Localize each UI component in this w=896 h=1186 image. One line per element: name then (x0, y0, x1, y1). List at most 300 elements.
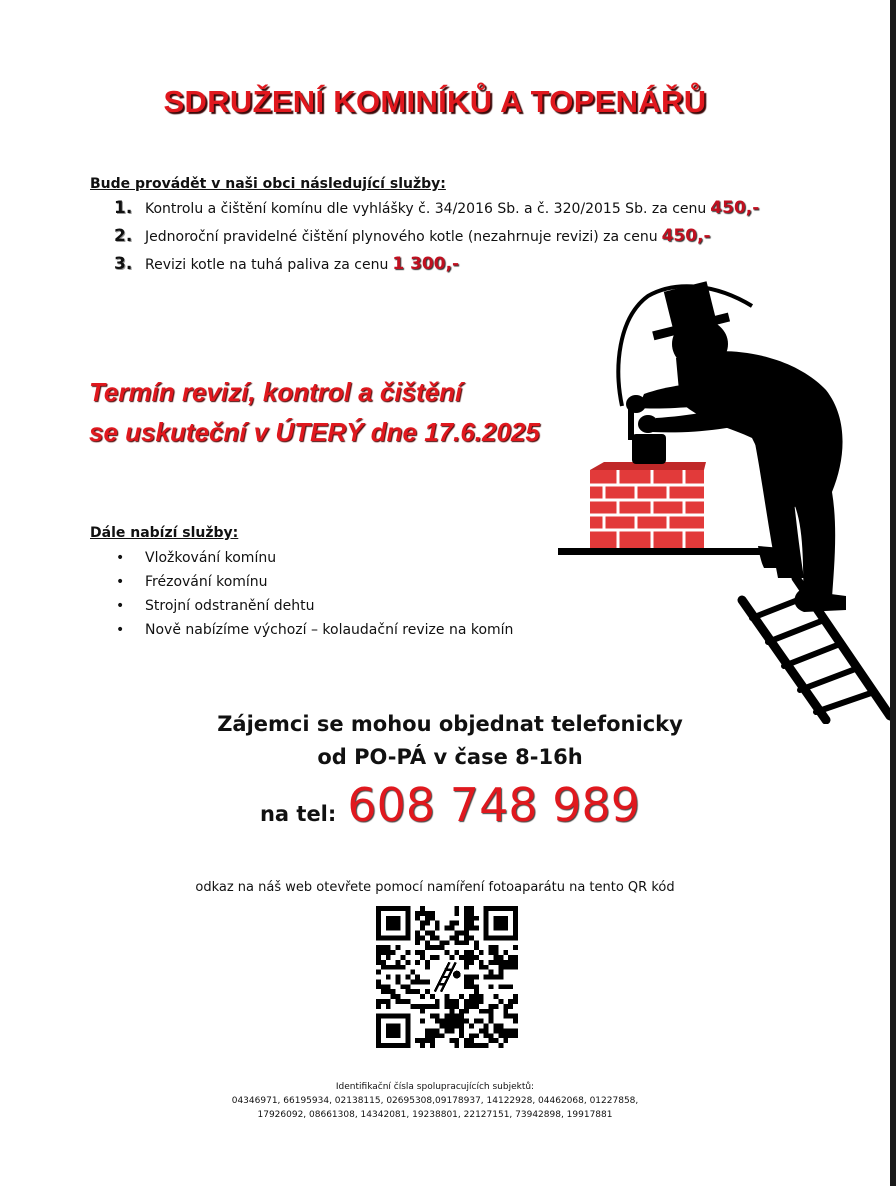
qr-module (381, 999, 386, 1004)
qr-module (415, 911, 420, 916)
qr-module (449, 1019, 454, 1024)
qr-module (449, 1028, 454, 1033)
qr-module (405, 984, 410, 989)
qr-module (498, 960, 503, 965)
qr-module (464, 1004, 469, 1009)
qr-module (474, 1033, 479, 1038)
qr-module (425, 911, 430, 916)
qr-module (454, 1043, 459, 1048)
qr-module (449, 1009, 454, 1014)
qr-module (469, 916, 474, 921)
extra-service-text: Nově nabízíme výchozí – kolaudační revize na komín (145, 622, 514, 638)
qr-module (449, 1038, 454, 1043)
qr-module (469, 955, 474, 960)
qr-module (435, 955, 440, 960)
qr-module (464, 950, 469, 955)
service-price: 450,- (661, 226, 711, 246)
item-number: 3. (114, 254, 133, 274)
term-announcement (89, 372, 540, 452)
qr-module (459, 1033, 464, 1038)
qr-module (469, 1038, 474, 1043)
qr-module (415, 950, 420, 955)
qr-module (494, 1004, 499, 1009)
qr-module (474, 1019, 479, 1024)
qr-module (435, 921, 440, 926)
qr-module (415, 935, 420, 940)
qr-module (396, 965, 401, 970)
ident-line-2: 17926092, 08661308, 14342081, 19238801, 22127151, 73942898, 19917881 (257, 1110, 613, 1120)
qr-module (445, 950, 450, 955)
qr-module (469, 921, 474, 926)
order-info (0, 708, 896, 774)
qr-module (449, 921, 454, 926)
list-item (114, 198, 759, 226)
qr-module (445, 999, 450, 1004)
qr-module (415, 940, 420, 945)
qr-module (469, 1024, 474, 1029)
qr-module (454, 911, 459, 916)
qr-module (415, 979, 420, 984)
extra-service-text: Vložkování komínu (145, 550, 277, 566)
qr-module (376, 960, 381, 965)
qr-module (469, 1033, 474, 1038)
qr-module (479, 965, 484, 970)
qr-module (484, 1024, 489, 1029)
qr-module (410, 970, 415, 975)
qr-module (464, 984, 469, 989)
qr-module (459, 1028, 464, 1033)
phone-label: na tel: (259, 802, 337, 826)
qr-module (464, 999, 469, 1004)
qr-module (420, 1038, 425, 1043)
qr-module (396, 999, 401, 1004)
qr-module (430, 994, 435, 999)
qr-module (498, 965, 503, 970)
qr-module (464, 975, 469, 980)
qr-module (440, 1033, 445, 1038)
qr-module (464, 955, 469, 960)
qr-module (474, 989, 479, 994)
qr-module (430, 911, 435, 916)
qr-module (410, 1004, 415, 1009)
chimney-sweep-illustration (556, 278, 890, 724)
qr-module (410, 979, 415, 984)
qr-module (474, 975, 479, 980)
qr-module (391, 950, 396, 955)
roof-ledge (558, 548, 778, 555)
qr-module (391, 994, 396, 999)
qr-module (469, 1004, 474, 1009)
qr-module (381, 945, 386, 950)
qr-module (396, 979, 401, 984)
service-price: 1 300,- (392, 254, 460, 274)
qr-module (381, 965, 386, 970)
qr-module (430, 945, 435, 950)
qr-module (430, 935, 435, 940)
qr-module (415, 1038, 420, 1043)
qr-module (498, 955, 503, 960)
ident-heading: Identifikační čísla spolupracujících subjektů: (335, 1082, 535, 1092)
qr-module (430, 1014, 435, 1019)
qr-module (425, 979, 430, 984)
qr-module (430, 930, 435, 935)
qr-module (425, 989, 430, 994)
qr-module (459, 1019, 464, 1024)
qr-module (435, 926, 440, 931)
qr-module (435, 1004, 440, 1009)
qr-module (484, 1009, 489, 1014)
qr-module (489, 960, 494, 965)
qr-module (454, 1019, 459, 1024)
qr-module (425, 965, 430, 970)
qr-module (440, 940, 445, 945)
qr-module (498, 975, 503, 980)
qr-module (386, 975, 391, 980)
phone-block (0, 778, 896, 832)
qr-module (440, 1019, 445, 1024)
qr-module (464, 935, 469, 940)
qr-module (484, 1028, 489, 1033)
qr-module (498, 1028, 503, 1033)
qr-module (513, 1033, 518, 1038)
qr-module (396, 945, 401, 950)
services-list (114, 198, 759, 282)
qr-module (464, 916, 469, 921)
qr-module (464, 921, 469, 926)
qr-module (454, 935, 459, 940)
qr-module (420, 994, 425, 999)
qr-module (464, 911, 469, 916)
qr-module (464, 1009, 469, 1014)
ident-line-1: 04346971, 66195934, 02138115, 02695308,09178937, 14122928, 04462068, 01227858, (231, 1096, 639, 1106)
qr-module (459, 1014, 464, 1019)
qr-module (494, 1028, 499, 1033)
qr-module (474, 984, 479, 989)
qr-module (386, 989, 391, 994)
qr-module (513, 994, 518, 999)
qr-module (415, 930, 420, 935)
qr-module (405, 999, 410, 1004)
qr-module (405, 975, 410, 980)
qr-module (420, 935, 425, 940)
qr-module (425, 945, 430, 950)
qr-module (508, 1004, 513, 1009)
qr-module (479, 1019, 484, 1024)
qr-module (376, 950, 381, 955)
qr-module (459, 955, 464, 960)
phone-number: 608 748 989 (347, 778, 641, 832)
qr-module (415, 1004, 420, 1009)
qr-module (386, 950, 391, 955)
qr-module (498, 999, 503, 1004)
qr-module (435, 1014, 440, 1019)
qr-module (435, 945, 440, 950)
qr-module (508, 965, 513, 970)
qr-module (449, 1014, 454, 1019)
qr-module (459, 1024, 464, 1029)
qr-module (435, 1033, 440, 1038)
qr-module (454, 940, 459, 945)
qr-module (484, 1043, 489, 1048)
qr-module (445, 940, 450, 945)
service-price: 450,- (710, 198, 760, 218)
qr-module (381, 950, 386, 955)
qr-module (376, 979, 381, 984)
qr-module (474, 1043, 479, 1048)
qr-module (503, 1033, 508, 1038)
qr-module (464, 940, 469, 945)
qr-module (513, 1028, 518, 1033)
qr-module (459, 994, 464, 999)
qr-module (464, 906, 469, 911)
qr-module (430, 1043, 435, 1048)
qr-module (435, 935, 440, 940)
qr-module (400, 984, 405, 989)
qr-module (435, 999, 440, 1004)
qr-module (391, 989, 396, 994)
qr-module (430, 1038, 435, 1043)
chimney-sweep-icon (618, 281, 846, 612)
qr-module (449, 999, 454, 1004)
qr-module (479, 1043, 484, 1048)
qr-module (376, 1004, 381, 1009)
qr-module (498, 984, 503, 989)
qr-module (494, 975, 499, 980)
extra-service-text: Frézování komínu (145, 574, 268, 590)
qr-module (415, 975, 420, 980)
qr-module (376, 970, 381, 975)
qr-module (489, 945, 494, 950)
qr-module (425, 921, 430, 926)
qr-module (498, 970, 503, 975)
qr-module (425, 1033, 430, 1038)
qr-module (503, 1014, 508, 1019)
qr-module (469, 960, 474, 965)
qr-module (454, 1038, 459, 1043)
qr-module (489, 1019, 494, 1024)
qr-module (494, 960, 499, 965)
services-heading: Bude provádět v naši obci následující služby: (90, 176, 446, 192)
qr-module (494, 994, 499, 999)
identification-numbers (0, 1080, 870, 1122)
qr-module (498, 1024, 503, 1029)
qr-module (464, 930, 469, 935)
qr-module (400, 965, 405, 970)
qr-module (459, 940, 464, 945)
page-title: SDRUŽENÍ KOMINÍKŮ A TOPENÁŘŮ (163, 84, 707, 119)
qr-module (425, 930, 430, 935)
qr-module (386, 955, 391, 960)
qr-module (479, 960, 484, 965)
qr-module (513, 1014, 518, 1019)
qr-module (494, 945, 499, 950)
qr-module (449, 1024, 454, 1029)
qr-module (405, 950, 410, 955)
qr-module (386, 999, 391, 1004)
qr-module (503, 1038, 508, 1043)
qr-module (503, 1009, 508, 1014)
qr-module (386, 1004, 391, 1009)
qr-module (449, 1004, 454, 1009)
qr-module (503, 960, 508, 965)
qr-module (415, 960, 420, 965)
qr-module (420, 955, 425, 960)
qr-module (386, 945, 391, 950)
extra-services-heading: Dále nabízí služby: (90, 525, 239, 541)
qr-module (454, 1004, 459, 1009)
qr-module (420, 1043, 425, 1048)
qr-module (513, 955, 518, 960)
qr-module (503, 1004, 508, 1009)
order-line-1: Zájemci se mohou objednat telefonicky (217, 712, 683, 736)
qr-module (484, 965, 489, 970)
qr-module (474, 955, 479, 960)
qr-module (445, 1019, 450, 1024)
qr-module (459, 930, 464, 935)
qr-module (513, 1019, 518, 1024)
qr-module (445, 1028, 450, 1033)
qr-module (479, 950, 484, 955)
qr-module (508, 960, 513, 965)
qr-module (454, 1024, 459, 1029)
extra-service-text: Strojní odstranění dehtu (145, 598, 315, 614)
page-edge (890, 0, 896, 1186)
qr-module (425, 940, 430, 945)
qr-module (469, 999, 474, 1004)
qr-module (420, 1009, 425, 1014)
qr-module (513, 960, 518, 965)
qr-module (489, 984, 494, 989)
qr-module (469, 1043, 474, 1048)
qr-module (454, 921, 459, 926)
qr-module (469, 906, 474, 911)
qr-code-icon (376, 906, 518, 1048)
qr-module (430, 1028, 435, 1033)
chimney-icon (590, 462, 706, 548)
bullet-icon: • (116, 574, 125, 590)
list-item (114, 226, 759, 254)
qr-module (469, 984, 474, 989)
qr-module (430, 1004, 435, 1009)
qr-module (464, 926, 469, 931)
list-item (116, 594, 513, 618)
term-line-2: se uskuteční v ÚTERÝ dne 17.6.2025 (89, 417, 540, 447)
qr-module (513, 965, 518, 970)
qr-module (396, 994, 401, 999)
qr-module (479, 999, 484, 1004)
qr-module (420, 926, 425, 931)
qr-module (449, 926, 454, 931)
qr-module (430, 955, 435, 960)
qr-module (410, 989, 415, 994)
qr-module (376, 999, 381, 1004)
qr-module (494, 950, 499, 955)
service-text: Jednoroční pravidelné čištění plynového kotle (nezahrnuje revizi) za cenu (145, 229, 658, 245)
qr-module (489, 1038, 494, 1043)
qr-module (474, 1004, 479, 1009)
qr-module (445, 994, 450, 999)
qr-module (400, 955, 405, 960)
qr-module (474, 999, 479, 1004)
qr-module (474, 945, 479, 950)
item-number: 2. (114, 226, 133, 246)
qr-module (489, 950, 494, 955)
qr-module (508, 1014, 513, 1019)
qr-module (445, 1004, 450, 1009)
qr-module (474, 926, 479, 931)
qr-module (464, 965, 469, 970)
qr-module (381, 984, 386, 989)
qr-module (405, 989, 410, 994)
qr-module (508, 1033, 513, 1038)
qr-module (469, 935, 474, 940)
qr-module (474, 940, 479, 945)
qr-module (454, 999, 459, 1004)
qr-module (469, 926, 474, 931)
qr-module (425, 1038, 430, 1043)
qr-module (489, 1033, 494, 1038)
qr-module (513, 999, 518, 1004)
qr-module (484, 1033, 489, 1038)
qr-module (430, 1033, 435, 1038)
order-line-2: od PO-PÁ v čase 8-16h (317, 745, 583, 769)
qr-module (445, 1024, 450, 1029)
qr-module (469, 911, 474, 916)
qr-module (494, 1024, 499, 1029)
qr-module (489, 1004, 494, 1009)
qr-module (445, 1014, 450, 1019)
qr-module (391, 965, 396, 970)
qr-module (508, 999, 513, 1004)
qr-module (449, 955, 454, 960)
qr-module (498, 1033, 503, 1038)
list-item (116, 546, 513, 570)
extra-services-list (116, 546, 513, 642)
qr-module (489, 1014, 494, 1019)
service-text: Kontrolu a čištění komínu dle vyhlášky č. 34/2016 Sb. a č. 320/2015 Sb. za cenu (145, 201, 707, 217)
term-line-1: Termín revizí, kontrol a čištění (89, 377, 463, 407)
bullet-icon: • (116, 598, 125, 614)
qr-module (513, 945, 518, 950)
qr-module (454, 930, 459, 935)
qr-module (400, 999, 405, 1004)
qr-module (435, 1028, 440, 1033)
qr-module (503, 1028, 508, 1033)
qr-module (386, 984, 391, 989)
qr-module (464, 979, 469, 984)
qr-module (440, 1024, 445, 1029)
qr-module (459, 1009, 464, 1014)
qr-module (508, 984, 513, 989)
qr-module (396, 960, 401, 965)
qr-module (494, 955, 499, 960)
qr-module (454, 906, 459, 911)
qr-module (396, 975, 401, 980)
qr-module (508, 955, 513, 960)
qr-module (425, 1028, 430, 1033)
qr-module (503, 965, 508, 970)
qr-module (415, 916, 420, 921)
qr-module (508, 1028, 513, 1033)
list-item (116, 570, 513, 594)
qr-module (479, 1028, 484, 1033)
qr-caption: odkaz na náš web otevřete pomocí namíření fotoaparátu na tento QR kód (195, 880, 675, 895)
qr-module (503, 984, 508, 989)
item-number: 1. (114, 198, 133, 218)
qr-module (484, 975, 489, 980)
qr-module (420, 921, 425, 926)
bullet-icon: • (116, 550, 125, 566)
